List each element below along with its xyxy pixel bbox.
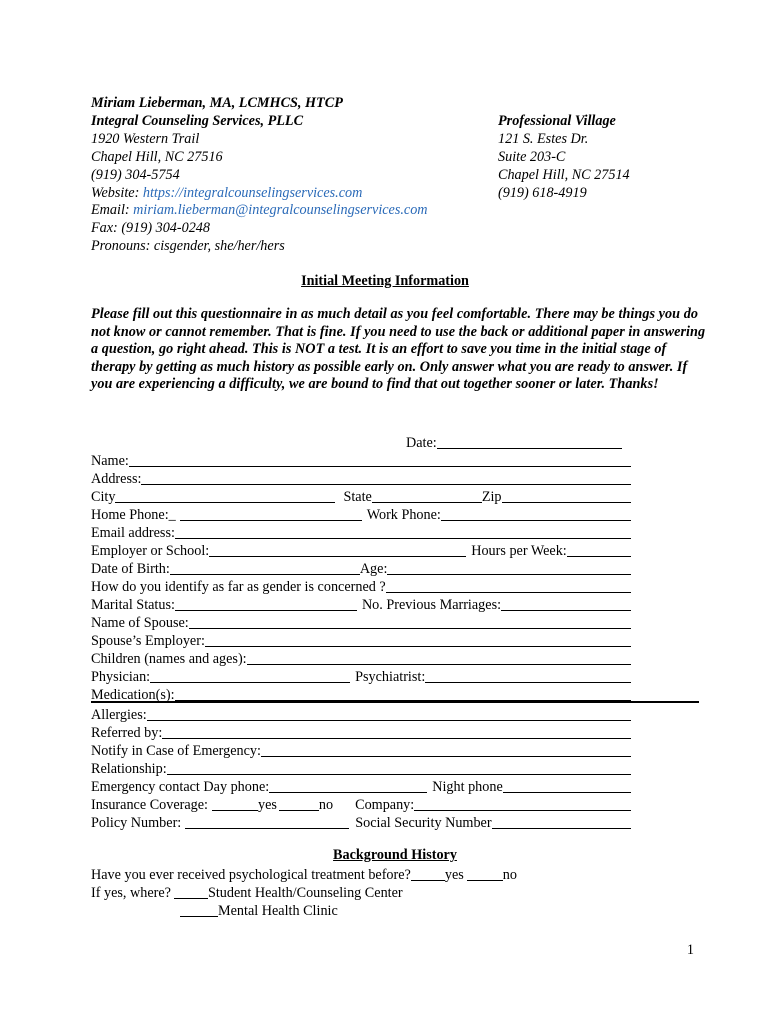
ssn-field[interactable]	[492, 814, 631, 829]
referred-row	[91, 724, 631, 742]
medications-label: Medication(s):	[91, 687, 175, 703]
prior-treatment-question: Have you ever received psychological treatment before?	[91, 867, 411, 883]
ssn-label: Social Security Number	[355, 815, 492, 831]
insurance-yes-label: yes	[258, 797, 277, 813]
home-phone-label: Home Phone:_	[91, 507, 176, 523]
medications-field[interactable]	[175, 686, 631, 701]
city-row	[91, 488, 631, 506]
hours-label: Hours per Week:	[471, 543, 567, 559]
gender-row	[91, 578, 631, 596]
employer-field[interactable]	[209, 542, 466, 557]
name-label: Name:	[91, 453, 129, 469]
spouse-employer-field[interactable]	[205, 632, 631, 647]
mental-health-label: Mental Health Clinic	[218, 903, 338, 919]
dob-field[interactable]	[170, 560, 360, 575]
physician-label: Physician:	[91, 669, 151, 685]
office-phone: (919) 618-4919	[498, 184, 587, 201]
physician-row	[91, 668, 631, 686]
state-field[interactable]	[372, 488, 482, 503]
dob-label: Date of Birth:	[91, 561, 170, 577]
practice-name: Integral Counseling Services, PLLC	[91, 112, 304, 129]
policy-row	[91, 814, 631, 832]
office-address-1: 121 S. Estes Dr.	[498, 130, 589, 147]
email-line	[91, 202, 428, 220]
email-label: Email address:	[91, 525, 175, 541]
children-row	[91, 650, 631, 668]
work-phone-field[interactable]	[441, 506, 631, 521]
insurance-yes-field[interactable]	[212, 796, 258, 811]
mental-health-row	[180, 902, 480, 920]
marital-row	[91, 596, 631, 614]
student-health-label: Student Health/Counseling Center	[207, 885, 403, 901]
spouse-employer-row	[91, 632, 631, 650]
relationship-field[interactable]	[167, 760, 631, 775]
prior-treatment-yes-field[interactable]	[411, 866, 445, 881]
prev-marriages-field[interactable]	[501, 596, 631, 611]
prior-treatment-row	[91, 866, 571, 884]
work-phone-label: Work Phone:	[366, 507, 441, 523]
spouse-employer-label: Spouse’s Employer:	[91, 633, 205, 649]
address-row	[91, 470, 631, 488]
night-phone-field[interactable]	[503, 778, 631, 793]
age-label: Age:	[359, 561, 388, 577]
insurance-row	[91, 796, 631, 814]
form-title: Initial Meeting Information	[301, 273, 469, 289]
header-right	[498, 113, 630, 203]
student-health-field[interactable]	[174, 884, 208, 899]
prior-treatment-yes-label: yes	[444, 867, 464, 883]
gender-field[interactable]	[386, 578, 631, 593]
if-yes-label: If yes, where?	[91, 885, 171, 901]
header-left	[91, 95, 428, 256]
age-field[interactable]	[387, 560, 631, 575]
relationship-row	[91, 760, 631, 778]
insurance-label: Insurance Coverage:	[91, 797, 208, 813]
contact-phone-row	[91, 778, 631, 796]
hours-field[interactable]	[567, 542, 631, 557]
office-name: Professional Village	[498, 113, 616, 129]
date-field[interactable]	[437, 434, 622, 449]
website-line	[91, 185, 428, 203]
website-label: Website:	[91, 184, 143, 201]
instructions: Please fill out this questionnaire in as much detail as you feel comfortable. There may be things you do not know or cannot remember. That is fine. If you need to use the back or additional paper in answering a question, go right ahead. This is NOT a test. It is an effort to save you time in the initial stage of therapy by getting as much history as possible early on. Only answer what you are ready to answer. If you are experiencing a difficulty, we are bound to find that out together sooner or later. Thanks!	[91, 306, 706, 393]
where-row	[91, 884, 571, 902]
night-phone-label: Night phone	[432, 779, 503, 795]
referred-label: Referred by:	[91, 725, 163, 741]
spouse-name-field[interactable]	[189, 614, 631, 629]
address-line-2: Chapel Hill, NC 27516	[91, 148, 223, 165]
relationship-label: Relationship:	[91, 761, 167, 777]
employer-label: Employer or School:	[91, 543, 210, 559]
email-field[interactable]	[175, 524, 631, 539]
employer-row	[91, 542, 631, 560]
marital-label: Marital Status:	[91, 597, 175, 613]
page-number: 1	[686, 942, 694, 958]
clinician-name: Miriam Lieberman, MA, LCMHCS, HTCP	[91, 95, 343, 111]
prev-marriages-label: No. Previous Marriages:	[361, 597, 502, 613]
psychiatrist-label: Psychiatrist:	[355, 669, 426, 685]
address-label: Address:	[91, 471, 142, 487]
policy-label: Policy Number:	[91, 815, 182, 831]
address-line-1: 1920 Western Trail	[91, 130, 200, 147]
date-row	[406, 434, 622, 452]
office-address-2: Suite 203-C	[498, 148, 566, 165]
policy-field[interactable]	[185, 814, 349, 829]
spouse-name-label: Name of Spouse:	[91, 615, 189, 631]
company-field[interactable]	[414, 796, 631, 811]
name-row	[91, 452, 631, 470]
email-row	[91, 524, 631, 542]
marital-field[interactable]	[175, 596, 357, 611]
date-label: Date:	[406, 435, 437, 451]
zip-label: Zip	[481, 489, 502, 505]
section-divider	[91, 701, 699, 703]
notify-field[interactable]	[261, 742, 631, 757]
allergies-label: Allergies:	[91, 707, 147, 723]
email-label: Email:	[91, 202, 134, 219]
day-phone-label: Emergency contact Day phone:	[91, 779, 270, 795]
psychiatrist-field[interactable]	[425, 668, 631, 683]
home-phone-field[interactable]	[180, 506, 362, 521]
fax: Fax: (919) 304-0248	[91, 220, 210, 237]
notify-label: Notify in Case of Emergency:	[91, 743, 261, 759]
insurance-no-label: no	[318, 797, 334, 813]
gender-label: How do you identify as far as gender is concerned ?	[91, 579, 386, 595]
children-field[interactable]	[247, 650, 631, 665]
city-label: City	[91, 489, 116, 505]
background-title: Background History	[333, 847, 457, 863]
office-address-3: Chapel Hill, NC 27514	[498, 166, 630, 183]
spouse-name-row	[91, 614, 631, 632]
website-link[interactable]: https://integralcounselingservices.com	[142, 184, 363, 201]
mental-health-field[interactable]	[180, 902, 218, 917]
state-label: State	[343, 489, 372, 505]
physician-field[interactable]	[150, 668, 350, 683]
city-field[interactable]	[115, 488, 335, 503]
dob-row	[91, 560, 631, 578]
address-field[interactable]	[141, 470, 631, 485]
zip-field[interactable]	[502, 488, 631, 503]
insurance-no-field[interactable]	[279, 796, 319, 811]
company-label: Company:	[355, 797, 415, 813]
children-label: Children (names and ages):	[91, 651, 247, 667]
prior-treatment-no-label: no	[502, 867, 517, 883]
name-field[interactable]	[129, 452, 631, 467]
referred-field[interactable]	[162, 724, 631, 739]
day-phone-field[interactable]	[269, 778, 427, 793]
email-link[interactable]: miriam.lieberman@integralcounselingservices.com	[133, 202, 428, 219]
phone-row	[91, 506, 631, 524]
allergies-field[interactable]	[147, 706, 631, 721]
prior-treatment-no-field[interactable]	[467, 866, 503, 881]
pronouns: Pronouns: cisgender, she/her/hers	[91, 238, 285, 255]
allergies-row	[91, 706, 631, 724]
notify-row	[91, 742, 631, 760]
phone: (919) 304-5754	[91, 166, 180, 183]
